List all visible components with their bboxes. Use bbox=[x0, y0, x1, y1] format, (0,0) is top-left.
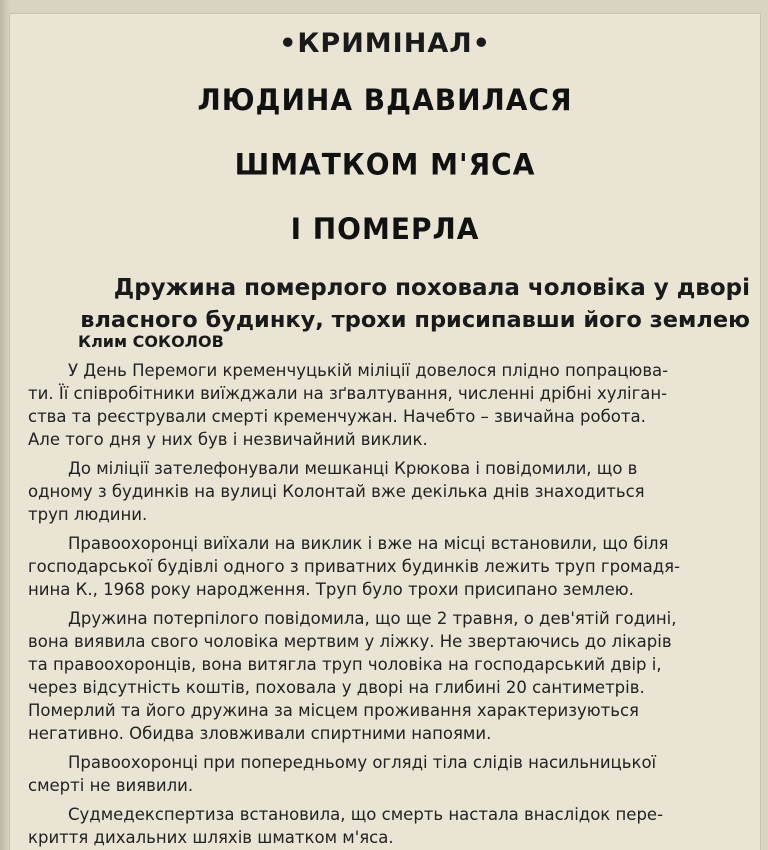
headline bbox=[10, 68, 760, 261]
page-edge-shadow bbox=[0, 0, 10, 850]
lead-line: Дружина померлого поховала чоловіка у дворі bbox=[113, 275, 750, 301]
text-line: одному з будинків на вулиці Колонтай вже декілька днів знаходиться bbox=[28, 482, 645, 501]
text-line: У День Перемоги кременчуцькій міліції довелося плідно попрацюва- bbox=[68, 361, 669, 380]
paragraph bbox=[28, 359, 740, 451]
text-line: криття дихальних шляхів шматком м'яса. bbox=[28, 828, 394, 847]
text-line: ства та реєстрували смерті кременчужан. Начебто – звичайна робота. bbox=[28, 407, 646, 426]
headline-line: ЛЮДИНА ВДАВИЛАСЯ bbox=[197, 82, 573, 118]
paragraph bbox=[28, 751, 740, 797]
text-line: Дружина потерпілого повідомила, що ще 2 травня, о дев'ятій годині, bbox=[68, 609, 677, 628]
lead-line: власного будинку, трохи присипавши його землею bbox=[80, 307, 750, 333]
newspaper-clipping bbox=[10, 14, 760, 850]
headline-line: ШМАТКОМ М'ЯСА bbox=[234, 147, 536, 182]
text-line: через відсутність коштів, поховала у дворі на глибині 20 сантиметрів. bbox=[28, 678, 645, 697]
text-line: труп людини. bbox=[28, 505, 148, 524]
text-line: Правоохоронці при попередньому огляді тіла слідів насильницької bbox=[68, 753, 657, 772]
text-line: Правоохоронці виїхали на виклик і вже на місці встановили, що біля bbox=[68, 534, 669, 553]
text-line: вона виявила свого чоловіка мертвим у ліжку. Не звертаючись до лікарів bbox=[28, 632, 672, 651]
text-line: Але того дня у них був і незвичайний виклик. bbox=[28, 430, 428, 449]
text-line: та правоохоронців, вона витягла труп чоловіка на господарський двір і, bbox=[28, 655, 662, 674]
paragraph bbox=[28, 803, 740, 849]
lead-subheading bbox=[70, 272, 750, 336]
text-line: смерті не виявили. bbox=[28, 776, 194, 795]
text-line: До міліції зателефонували мешканці Крюкова і повідомили, що в bbox=[68, 459, 638, 478]
text-line: ти. Її співробітники виїжджали на зґвалтування, численні дрібні хуліган- bbox=[28, 384, 668, 403]
headline-line: І ПОМЕРЛА bbox=[290, 211, 480, 247]
text-line: Судмедекспертиза встановила, що смерть настала внаслідок пере- bbox=[68, 805, 664, 824]
text-line: господарської будівлі одного з приватних будинків лежить труп громадя- bbox=[28, 557, 681, 576]
paragraph bbox=[28, 457, 740, 526]
paragraph bbox=[28, 607, 740, 745]
rubric-label: •КРИМІНАЛ• bbox=[279, 28, 491, 59]
text-line: Померлий та його дружина за місцем проживання характеризуються bbox=[28, 701, 639, 720]
author-byline: Клим СОКОЛОВ bbox=[78, 332, 224, 351]
paragraph bbox=[28, 532, 740, 601]
article-body bbox=[28, 359, 740, 850]
text-line: негативно. Обидва зловживали спиртними напоями. bbox=[28, 724, 492, 743]
text-line: нина К., 1968 року народження. Труп було трохи присипано землею. bbox=[28, 580, 634, 599]
